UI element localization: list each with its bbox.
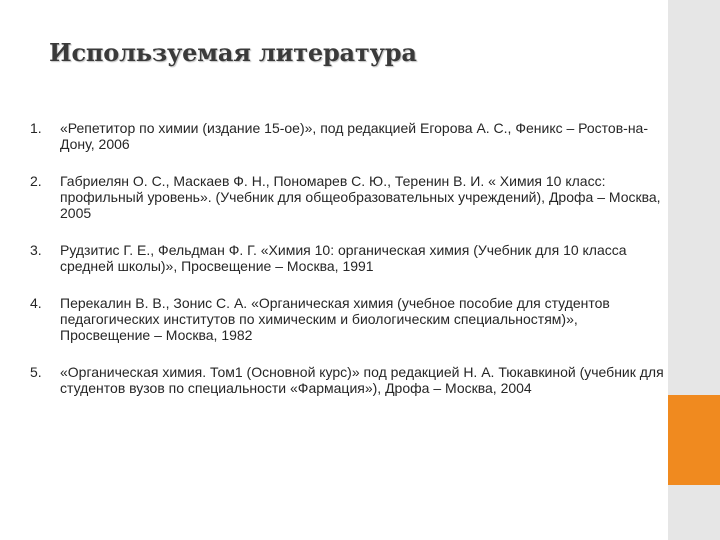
orange-accent-bar	[668, 395, 720, 485]
reference-text: Рудзитис Г. Е., Фельдман Ф. Г. «Химия 10: органическая химия (Учебник для 10 класса средней школы)», Просвещение – Москва, 1991	[60, 242, 627, 274]
reference-number: 1.	[30, 120, 42, 136]
reference-item-3	[30, 242, 670, 274]
reference-number: 5.	[30, 364, 42, 380]
reference-text: Перекалин В. В., Зонис С. А. «Органическая химия (учебное пособие для студентов педагогических институтов по химическим и биологическим специальностям)», Просвещение – Москва, 1982	[60, 295, 610, 343]
reference-item-1	[30, 120, 670, 152]
reference-number: 3.	[30, 242, 42, 258]
reference-text: «Репетитор по химии (издание 15-ое)», под редакцией Егорова А. С., Феникс – Ростов-на-Дону, 2006	[60, 120, 648, 152]
reference-number: 4.	[30, 295, 42, 311]
reference-text: «Органическая химия. Том1 (Основной курс)» под редакцией Н. А. Тюкавкиной (учебник для студентов вузов по специальности «Фармация»), Дрофа – Москва, 2004	[60, 364, 664, 396]
reference-item-4	[30, 295, 670, 343]
reference-text: Габриелян О. С., Маскаев Ф. Н., Пономарев С. Ю., Теренин В. И. « Химия 10 класс: профильный уровень». (Учебник для общеобразовательных учреждений), Дрофа – Москва, 2005	[60, 173, 661, 221]
reference-item-5	[30, 364, 670, 396]
reference-list	[30, 120, 670, 417]
reference-number: 2.	[30, 173, 42, 189]
reference-item-2	[30, 173, 670, 221]
slide-title: Используемая литература	[49, 38, 417, 67]
